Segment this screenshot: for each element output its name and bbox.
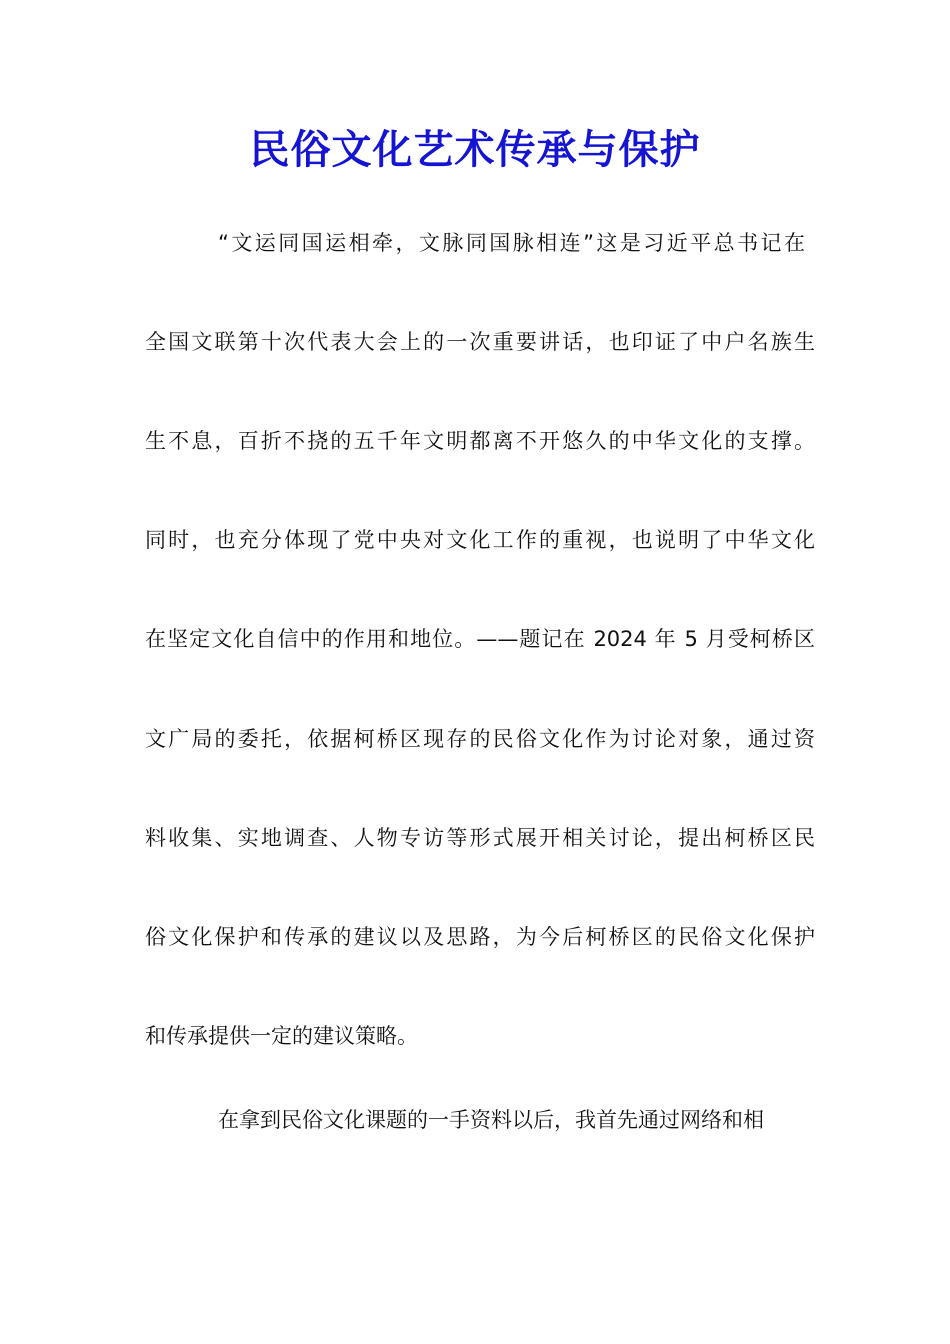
paragraph-1-line-9: 和传承提供一定的建议策略。 bbox=[145, 1024, 418, 1048]
paragraph-1-line-8: 俗文化保护和传承的建议以及思路，为今后柯桥区的民俗文化保护 bbox=[145, 925, 815, 949]
paragraph-1-line-6: 文广局的委托，依据柯桥区现存的民俗文化作为讨论对象，通过资 bbox=[145, 727, 815, 751]
paragraph-1-line-5: 在坚定文化自信中的作用和地位。——题记在 2024 年 5 月受柯桥区 bbox=[145, 627, 815, 651]
paragraph-1-line-7: 料收集、实地调查、人物专访等形式展开相关讨论，提出柯桥区民 bbox=[145, 826, 815, 850]
paragraph-1-line-4: 同时，也充分体现了党中央对文化工作的重视，也说明了中华文化 bbox=[145, 528, 815, 552]
paragraph-1-line-2: 全国文联第十次代表大会上的一次重要讲话，也印证了中户名族生 bbox=[145, 330, 815, 354]
paragraph-1-line-1: “文运同国运相牵，文脉同国脉相连”这是习近平总书记在 bbox=[218, 231, 805, 255]
document-title: 民俗文化艺术传承与保护 bbox=[249, 126, 701, 173]
paragraph-2-line-1: 在拿到民俗文化课题的一手资料以后，我首先通过网络和相 bbox=[218, 1108, 764, 1132]
paragraph-1-line-3: 生不息，百折不挠的五千年文明都离不开悠久的中华文化的支撑。 bbox=[145, 429, 815, 453]
